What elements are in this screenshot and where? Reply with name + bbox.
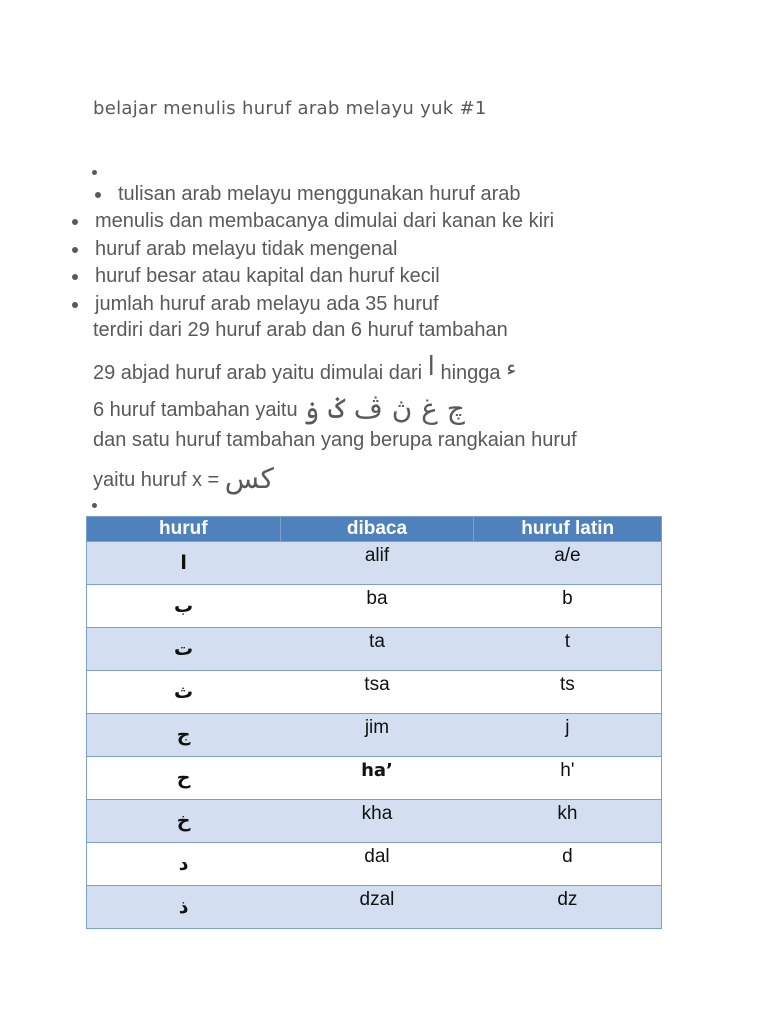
bullet-dot xyxy=(95,192,101,198)
extra-letters-arabic: چ غ ڽ ڤ ݢ ۏ xyxy=(303,392,465,425)
table-row xyxy=(87,843,662,886)
alif-letter: ا xyxy=(427,352,435,382)
paragraph-extra-letters xyxy=(93,392,465,425)
table-row xyxy=(87,628,662,671)
arabic-letter-cell: خ xyxy=(87,800,281,843)
arabic-letter-cell: د xyxy=(87,843,281,886)
paragraph-composition: terdiri dari 29 huruf arab dan 6 huruf tambahan xyxy=(93,319,508,341)
header-dibaca: dibaca xyxy=(280,517,474,542)
header-huruf: huruf xyxy=(87,517,281,542)
reading-cell: tsa xyxy=(280,671,474,714)
arabic-letter-cell: ا xyxy=(87,542,281,585)
bullet-item: jumlah huruf arab melayu ada 35 huruf xyxy=(95,293,439,315)
table-row xyxy=(87,671,662,714)
header-huruf-latin: huruf latin xyxy=(474,517,662,542)
reading-cell: dal xyxy=(280,843,474,886)
table-header-row xyxy=(87,517,662,542)
latin-cell: dz xyxy=(474,886,662,929)
reading-cell: alif xyxy=(280,542,474,585)
table-row xyxy=(87,542,662,585)
arabic-letter-cell: ج xyxy=(87,714,281,757)
latin-cell: a/e xyxy=(474,542,662,585)
reading-cell: ta xyxy=(280,628,474,671)
bullet-dot xyxy=(72,274,78,280)
x-letter-text: yaitu huruf x = xyxy=(93,469,220,491)
abjad-text-before: 29 abjad huruf arab yaitu dimulai dari xyxy=(93,362,423,384)
table-row xyxy=(87,757,662,800)
reading-cell: ba xyxy=(280,585,474,628)
table-row xyxy=(87,585,662,628)
bullet-item: huruf arab melayu tidak mengenal xyxy=(95,238,398,260)
reading-cell: kha xyxy=(280,800,474,843)
latin-cell: j xyxy=(474,714,662,757)
empty-bullet-dot xyxy=(92,503,97,508)
reading-cell: dzal xyxy=(280,886,474,929)
arabic-letter-cell: ح xyxy=(87,757,281,800)
bullet-dot xyxy=(72,219,78,225)
letters-table xyxy=(86,516,662,929)
arabic-letter-cell: ذ xyxy=(87,886,281,929)
arabic-letter-cell: ث xyxy=(87,671,281,714)
bullet-item: menulis dan membacanya dimulai dari kanan ke kiri xyxy=(95,210,555,232)
paragraph-x-letter xyxy=(93,462,274,495)
bullet-item: tulisan arab melayu menggunakan huruf arab xyxy=(118,183,521,205)
empty-bullet-dot xyxy=(92,170,97,175)
latin-cell: kh xyxy=(474,800,662,843)
bullet-dot xyxy=(72,302,78,308)
document-title: belajar menulis huruf arab melayu yuk #1 xyxy=(93,98,487,119)
paragraph-ligature: dan satu huruf tambahan yang berupa rangkaian huruf xyxy=(93,429,577,451)
table-row xyxy=(87,886,662,929)
latin-cell: h' xyxy=(474,757,662,800)
arabic-letter-cell: ت xyxy=(87,628,281,671)
latin-cell: d xyxy=(474,843,662,886)
hamza-letter: ء xyxy=(506,356,517,381)
paragraph-abjad-range xyxy=(93,352,516,385)
table-row xyxy=(87,714,662,757)
arabic-letter-cell: ب xyxy=(87,585,281,628)
bullet-dot xyxy=(72,247,78,253)
latin-cell: t xyxy=(474,628,662,671)
reading-cell: jim xyxy=(280,714,474,757)
latin-cell: ts xyxy=(474,671,662,714)
extra-letters-text: 6 huruf tambahan yaitu xyxy=(93,399,298,421)
bullet-item: huruf besar atau kapital dan huruf kecil xyxy=(95,265,440,287)
reading-cell: ha’ xyxy=(280,757,474,800)
abjad-text-mid: hingga xyxy=(440,362,501,384)
x-letter-arabic: کس xyxy=(224,462,274,495)
latin-cell: b xyxy=(474,585,662,628)
table-row xyxy=(87,800,662,843)
